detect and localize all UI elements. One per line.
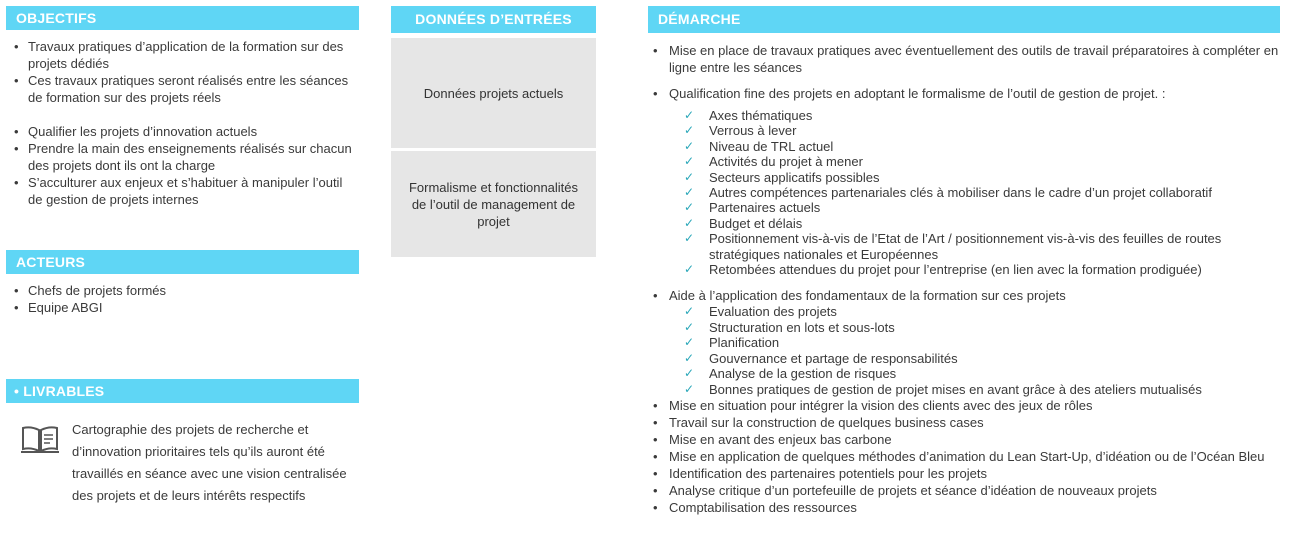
check-item-text: Niveau de TRL actuel: [709, 138, 834, 154]
check-icon: ✓: [684, 169, 695, 184]
check-item: [648, 304, 1280, 319]
check-icon: ✓: [684, 215, 695, 230]
list-item: • Prendre la main des enseignements réalisés sur chacun des projets dont ils ont la charge: [8, 140, 353, 174]
check-item-text: Analyse de la gestion de risques: [709, 366, 897, 382]
list-item: • Mise en application de quelques méthodes d’animation du Lean Start-Up, d’idéation ou de l’Océan Bleu: [648, 448, 1280, 465]
check-item-text: Budget et délais: [709, 215, 803, 231]
check-item-text: Planification: [709, 335, 780, 351]
check-item: [648, 320, 1280, 335]
list-item: • Chefs de projets formés: [8, 282, 353, 299]
check-item-text: Verrous à lever: [709, 123, 797, 139]
list-item: • Travail sur la construction de quelques business cases: [648, 414, 1280, 431]
check-item: [648, 170, 1280, 185]
livrables-header: • LIVRABLES: [6, 379, 359, 403]
list-item: • Mise en place de travaux pratiques avec éventuellement des outils de travail préparatoires à compléter en ligne entre les séances: [648, 42, 1280, 76]
check-icon: ✓: [684, 138, 695, 153]
demarche-header: DÉMARCHE: [648, 6, 1280, 33]
book-icon: [20, 424, 60, 454]
demarche-list: [648, 42, 1280, 516]
check-icon: ✓: [684, 304, 695, 319]
objectifs-header: OBJECTIFS: [6, 6, 359, 30]
list-item: • Mise en situation pour intégrer la vision des clients avec des jeux de rôles: [648, 397, 1280, 414]
check-item: [648, 108, 1280, 123]
livrables-text: Cartographie des projets de recherche et d’innovation prioritaires tels qu’ils auront été travaillés en séance avec une vision centralisée des projets et de leurs intérêts respectifs: [72, 422, 347, 503]
check-item: [648, 231, 1280, 262]
check-icon: ✓: [684, 123, 695, 138]
check-item-text: Gouvernance et partage de responsabilités: [709, 350, 958, 366]
list-item: • Comptabilisation des ressources: [648, 499, 1280, 516]
check-item: [648, 216, 1280, 231]
check-item: [648, 200, 1280, 215]
check-icon: ✓: [684, 262, 695, 277]
check-icon: ✓: [684, 154, 695, 169]
check-item: [648, 139, 1280, 154]
check-item-text: Secteurs applicatifs possibles: [709, 169, 880, 185]
check-item-text: Partenaires actuels: [709, 200, 821, 216]
check-icon: ✓: [684, 335, 695, 350]
check-item-text: Activités du projet à mener: [709, 154, 863, 170]
check-icon: ✓: [684, 108, 695, 122]
check-icon: ✓: [684, 350, 695, 365]
check-item: [648, 185, 1280, 200]
donnees-box-projets: Données projets actuels: [391, 38, 596, 148]
list-item: • Mise en avant des enjeux bas carbone: [648, 431, 1280, 448]
rest-list: [648, 397, 1280, 516]
list-item: • Identification des partenaires potentiels pour les projets: [648, 465, 1280, 482]
check-item-text: Evaluation des projets: [709, 304, 837, 320]
check-item-text: Autres compétences partenariales clés à mobiliser dans le cadre d’un projet collaboratif: [709, 185, 1212, 201]
acteurs-header: ACTEURS: [6, 250, 359, 274]
check-item: [648, 382, 1280, 397]
p2-checklist: [648, 108, 1280, 277]
check-icon: ✓: [684, 381, 695, 396]
check-item: [648, 154, 1280, 169]
list-item: • Aide à l’application des fondamentaux de la formation sur ces projets: [648, 287, 1280, 304]
check-icon: ✓: [684, 319, 695, 334]
donnees-box-formalisme: Formalisme et fonctionnalités de l’outil de management de projet: [391, 151, 596, 257]
list-spacer: [8, 106, 353, 123]
list-item: • Travaux pratiques d’application de la formation sur des projets dédiés: [8, 38, 353, 72]
check-item-text: Bonnes pratiques de gestion de projet mises en avant grâce à des ateliers mutualisés: [709, 381, 1202, 397]
p3-checklist: [648, 304, 1280, 396]
check-item: [648, 366, 1280, 381]
objectifs-list: [8, 38, 353, 208]
check-item-text: Retombées attendues du projet pour l’entreprise (en lien avec la formation prodiguée): [709, 262, 1202, 278]
list-spacer: [648, 76, 1280, 85]
acteurs-list: [8, 282, 353, 316]
check-item: [648, 123, 1280, 138]
check-item-text: Structuration en lots et sous-lots: [709, 319, 895, 335]
check-icon: ✓: [684, 366, 695, 381]
check-item-text: Positionnement vis-à-vis de l’Etat de l’Art / positionnement vis-à-vis des feuilles de routes stratégiques nationales et Européennes: [709, 231, 1222, 262]
list-item: • S’acculturer aux enjeux et s’habituer à manipuler l’outil de gestion de projets internes: [8, 174, 353, 208]
list-item: • Analyse critique d’un portefeuille de projets et séance d’idéation de nouveaux projets: [648, 482, 1280, 499]
check-icon: ✓: [684, 200, 695, 215]
list-item: • Qualifier les projets d’innovation actuels: [8, 123, 353, 140]
list-item: • Ces travaux pratiques seront réalisés entre les séances de formation sur des projets réels: [8, 72, 353, 106]
list-item: • Qualification fine des projets en adoptant le formalisme de l’outil de gestion de projet. :: [648, 85, 1280, 102]
check-item: [648, 351, 1280, 366]
donnees-header: DONNÉES D’ENTRÉES: [391, 6, 596, 33]
check-item: [648, 335, 1280, 350]
check-item: [648, 262, 1280, 277]
check-icon: ✓: [684, 231, 695, 246]
check-item-text: Axes thématiques: [709, 108, 813, 123]
list-item: • Equipe ABGI: [8, 299, 353, 316]
check-icon: ✓: [684, 185, 695, 200]
